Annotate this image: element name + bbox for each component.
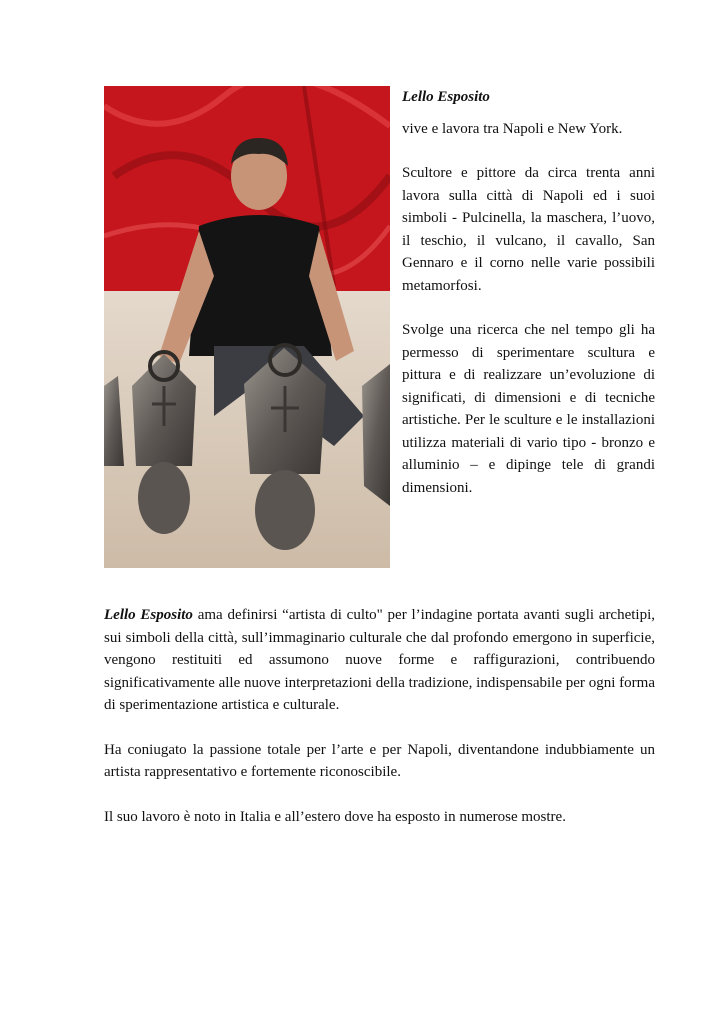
main-text [104,604,655,850]
main-paragraph-1-text: ama definirsi “artista di culto" per l’indagine portata avanti sugli archetipi, sui simboli della città, sull’immaginario culturale che dal profondo emergono in superficie, vengono restituiti ed assumono nuove forme e raffigurazioni, contribuendo significativamente alle nuove interpretazioni della tradizione, indispensabile per ogni forma di sperimentazione artistica e culturale. [104,607,656,713]
artist-name-inline: Lello Esposito [104,607,193,623]
bio-paragraph-1: Scultore e pittore da circa trenta anni lavora sulla città di Napoli ed i suoi simboli - Pulcinella, la maschera, l’uovo, il teschio, il vulcano, il cavallo, San Gennaro e il corno nelle varie possibili metamorfosi. [402,165,655,294]
artist-name-heading: Lello Esposito [402,89,490,105]
bio-paragraph-2: Svolge una ricerca che nel tempo gli ha permesso di sperimentare scultura e pittura e di realizzare un’evoluzione di significati, di dimensioni e di tecniche artistiche. Per le sculture e le installazioni utilizza materiali di vario tipo - bronzo e alluminio – e dipinge tele di grandi dimensioni. [402,322,655,496]
artist-photo [104,86,390,568]
intro-line: vive e lavora tra Napoli e New York. [402,120,623,137]
side-column [402,86,655,499]
main-paragraph-3: Il suo lavoro è noto in Italia e all’estero dove ha esposto in numerose mostre. [104,808,566,825]
main-paragraph-2: Ha coniugato la passione totale per l’arte e per Napoli, diventandone indubbiamente un artista rappresentativo e fortemente riconoscibile. [104,741,655,780]
main-paragraph-1 [104,604,655,717]
